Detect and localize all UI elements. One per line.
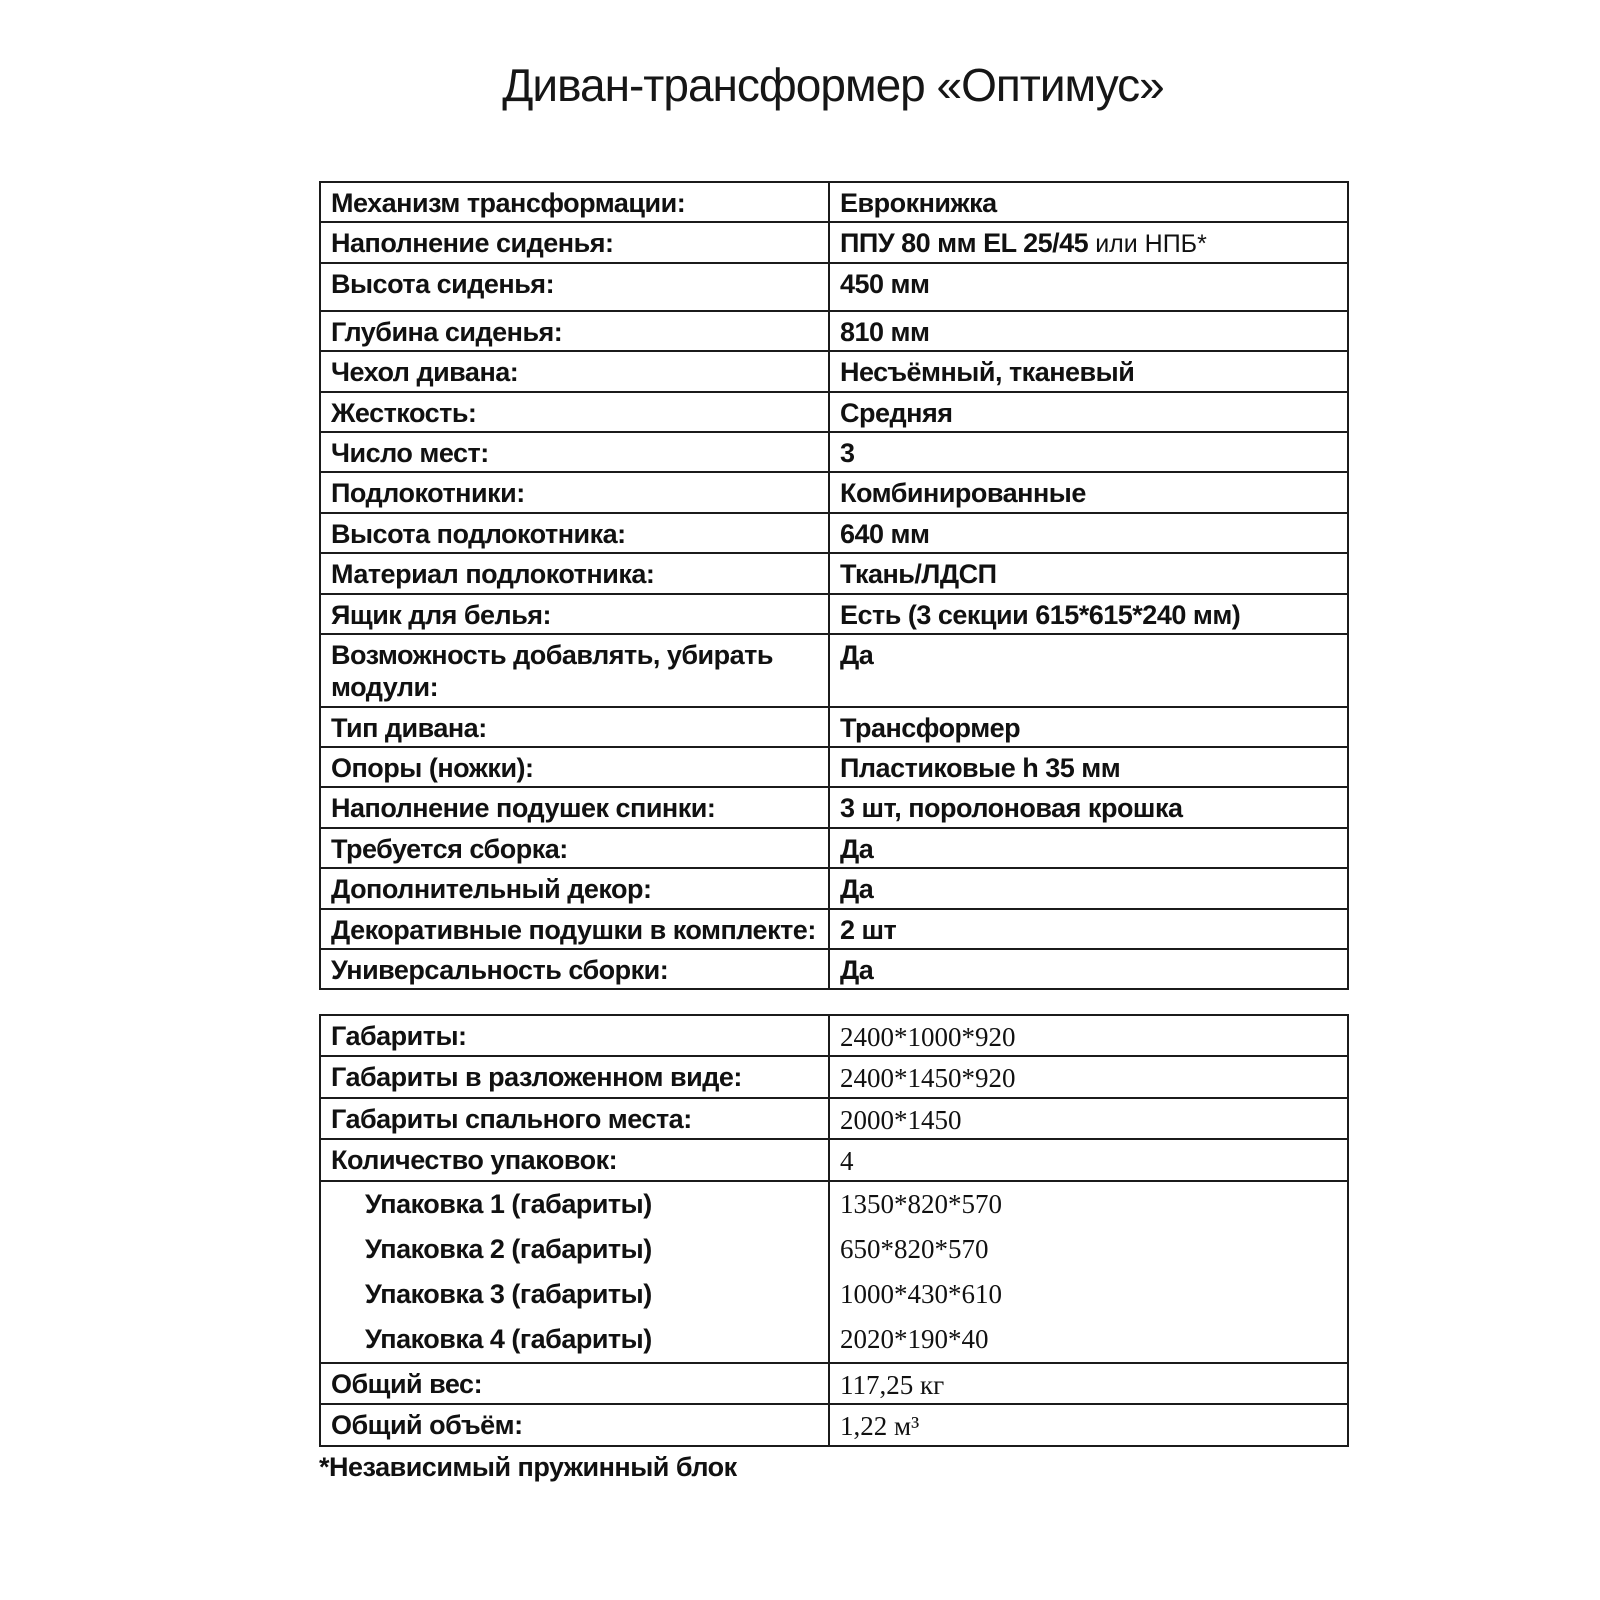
dimension-value: 2400*1000*920 [829,1015,1348,1056]
spec-label: Наполнение сиденья: [320,222,829,262]
spec-label: Декоративные подушки в комплекте: [320,909,829,949]
spec-value [829,222,1348,262]
spec-label: Наполнение подушек спинки: [320,787,829,827]
package-labels [320,1181,829,1363]
dimension-value: 2000*1450 [829,1098,1348,1139]
table-row [320,182,1348,222]
dimension-value: 4 [829,1139,1348,1180]
spec-value-note: или НПБ* [1095,230,1207,259]
spec-label: Механизм трансформации: [320,182,829,222]
table-row [320,787,1348,827]
package-label: Упаковка 1 (габариты) [365,1188,652,1219]
spec-value: Да [829,949,1348,989]
dimension-value: 1,22 м³ [829,1404,1348,1446]
package-value: 1350*820*570 [840,1188,1002,1219]
spec-value: 810 мм [829,311,1348,351]
spec-label: Требуется сборка: [320,828,829,868]
spec-value: Да [829,828,1348,868]
table-row [320,351,1348,391]
spec-value: Несъёмный, тканевый [829,351,1348,391]
table-row [320,1098,1348,1139]
packages-row [320,1181,1348,1363]
table-row [320,263,1348,311]
spec-value: 3 шт, поролоновая крошка [829,787,1348,827]
package-values [829,1181,1348,1363]
table-row [320,707,1348,747]
table-row [320,392,1348,432]
spec-value: Ткань/ЛДСП [829,553,1348,593]
table-row [320,1015,1348,1056]
spec-value: Пластиковые h 35 мм [829,747,1348,787]
dimension-label: Габариты спального места: [320,1098,829,1139]
dimension-value: 117,25 кг [829,1363,1348,1404]
package-label: Упаковка 2 (габариты) [365,1233,652,1264]
dimension-value: 2400*1450*920 [829,1056,1348,1097]
spec-value: Средняя [829,392,1348,432]
table-row [320,432,1348,472]
table-row [320,311,1348,351]
spec-value: Есть (3 секции 615*615*240 мм) [829,594,1348,634]
dimension-label: Габариты в разложенном виде: [320,1056,829,1097]
table-row [320,222,1348,262]
table-row [320,747,1348,787]
spec-label: Высота подлокотника: [320,513,829,553]
spec-label: Высота сиденья: [320,263,829,311]
table-row [320,1363,1348,1404]
package-value: 650*820*570 [840,1233,989,1264]
spec-value: Трансформер [829,707,1348,747]
spec-value: 450 мм [829,263,1348,311]
package-value: 2020*190*40 [840,1323,989,1354]
dimension-label: Количество упаковок: [320,1139,829,1180]
spec-table [319,181,1349,990]
spec-label: Возможность добавлять, убирать модули: [320,634,829,707]
table-row [320,949,1348,989]
table-row [320,909,1348,949]
spec-label: Жесткость: [320,392,829,432]
dimension-label: Общий вес: [320,1363,829,1404]
dimensions-table [319,1014,1349,1447]
dimension-label: Общий объём: [320,1404,829,1446]
spec-label: Универсальность сборки: [320,949,829,989]
package-value: 1000*430*610 [840,1278,1002,1309]
table-row [320,553,1348,593]
spec-value: Да [829,634,1348,707]
dimension-label: Габариты: [320,1015,829,1056]
spec-value: 2 шт [829,909,1348,949]
spec-value: Комбинированные [829,472,1348,512]
spec-label: Число мест: [320,432,829,472]
table-row [320,594,1348,634]
package-label: Упаковка 4 (габариты) [365,1323,652,1354]
spec-label: Чехол дивана: [320,351,829,391]
page-title: Диван-трансформер «Оптимус» [502,59,1164,111]
spec-label: Глубина сиденья: [320,311,829,351]
table-row [320,1139,1348,1180]
table-row [320,472,1348,512]
spec-value: Еврокнижка [829,182,1348,222]
spec-label: Дополнительный декор: [320,868,829,908]
spec-label: Подлокотники: [320,472,829,512]
package-label: Упаковка 3 (габариты) [365,1278,652,1309]
table-row [320,634,1348,707]
footnote: *Независимый пружинный блок [319,1452,737,1482]
table-row [320,868,1348,908]
table-row [320,1404,1348,1446]
spec-label: Материал подлокотника: [320,553,829,593]
spec-value: Да [829,868,1348,908]
spec-value: 640 мм [829,513,1348,553]
spec-label: Тип дивана: [320,707,829,747]
table-row [320,513,1348,553]
spec-value: 3 [829,432,1348,472]
spec-label: Ящик для белья: [320,594,829,634]
table-row [320,828,1348,868]
table-row [320,1056,1348,1097]
spec-value-main: ППУ 80 мм EL 25/45 [840,228,1096,259]
spec-label: Опоры (ножки): [320,747,829,787]
